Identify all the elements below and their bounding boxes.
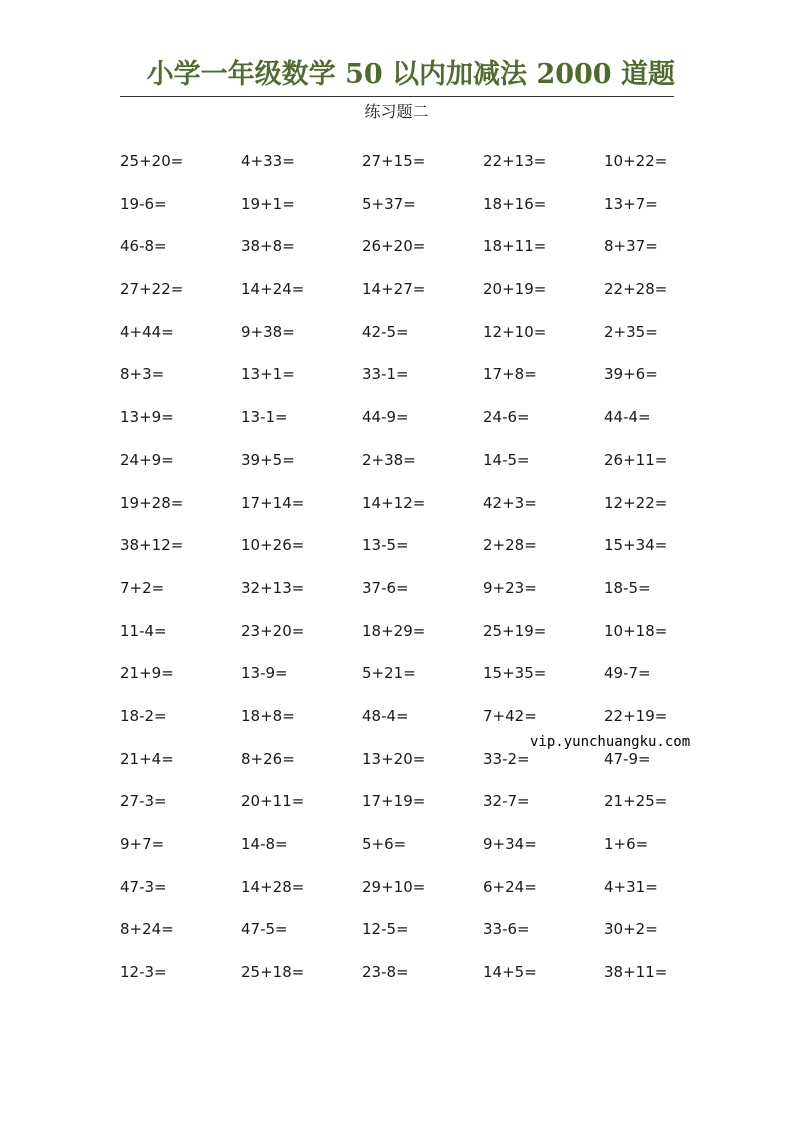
math-problem: 9+38= [241, 322, 295, 341]
math-problem: 32-7= [483, 792, 530, 811]
math-problem: 19-6= [120, 194, 167, 213]
math-problem: 9+23= [483, 578, 537, 597]
math-problem: 38+11= [604, 963, 668, 982]
math-problem: 33-1= [362, 365, 409, 384]
math-problem: 18-5= [604, 578, 651, 597]
math-problem: 39+5= [241, 450, 295, 469]
math-problem: 24+9= [120, 450, 174, 469]
math-problem: 13+20= [362, 749, 426, 768]
math-problem: 27-3= [120, 792, 167, 811]
math-problem: 23+20= [241, 621, 305, 640]
math-problem: 49-7= [604, 664, 651, 683]
math-problem: 21+25= [604, 792, 668, 811]
math-problem: 8+37= [604, 237, 658, 256]
math-problem: 6+24= [483, 877, 537, 896]
math-problem: 21+9= [120, 664, 174, 683]
math-problem: 47-5= [241, 920, 288, 939]
math-problem: 2+35= [604, 322, 658, 341]
math-problem: 17+14= [241, 493, 305, 512]
math-problem: 2+28= [483, 536, 537, 555]
math-problem: 13+9= [120, 408, 174, 427]
math-problem: 13-9= [241, 664, 288, 683]
math-problem: 22+13= [483, 152, 547, 170]
watermark-text: vip.yunchuangku.com [530, 734, 691, 750]
math-problem: 2+38= [362, 450, 416, 469]
math-problem: 10+22= [604, 152, 668, 170]
math-problem: 44-9= [362, 408, 409, 427]
math-problem: 9+34= [483, 835, 537, 853]
math-problem: 4+33= [241, 152, 295, 170]
math-problem: 26+11= [604, 450, 668, 469]
math-problem: 46-8= [120, 237, 167, 256]
math-problem: 42-5= [362, 322, 409, 341]
math-problem: 4+44= [120, 322, 174, 341]
math-problem: 8+26= [241, 749, 295, 768]
math-problem: 18+11= [483, 237, 547, 256]
math-problem: 5+21= [362, 664, 416, 683]
math-problem: 18+8= [241, 706, 295, 725]
math-problem: 26+20= [362, 237, 426, 256]
math-problem: 18-2= [120, 706, 167, 725]
math-problem: 18+29= [362, 621, 426, 640]
math-problem: 19+28= [120, 493, 184, 512]
math-problem: 30+2= [604, 920, 658, 939]
math-problem: 14+28= [241, 877, 305, 896]
math-problem: 13-1= [241, 408, 288, 427]
page-title: 小学一年级数学 50 以内加减法 2000 道题 [146, 59, 675, 90]
math-problem: 14+12= [362, 493, 426, 512]
math-problem: 5+37= [362, 194, 416, 213]
math-problem: 12+22= [604, 493, 668, 512]
math-problem: 24-6= [483, 408, 530, 427]
math-problem: 19+1= [241, 194, 295, 213]
math-problem: 47-3= [120, 877, 167, 896]
math-problem: 13+1= [241, 365, 295, 384]
math-problem: 25+18= [241, 963, 305, 982]
math-problem: 14-8= [241, 835, 288, 853]
math-problem: 12-3= [120, 963, 167, 982]
math-problem: 33-6= [483, 920, 530, 939]
math-problem: 27+15= [362, 152, 426, 170]
math-problem: 1+6= [604, 835, 649, 853]
math-problem: 32+13= [241, 578, 305, 597]
math-problem: 38+8= [241, 237, 295, 256]
math-problem: 29+10= [362, 877, 426, 896]
math-problem: 23-8= [362, 963, 409, 982]
math-problem: 44-4= [604, 408, 651, 427]
math-problem: 25+20= [120, 152, 184, 170]
math-problem: 11-4= [120, 621, 167, 640]
math-problem: 14+27= [362, 280, 426, 299]
math-problem: 27+22= [120, 280, 184, 299]
worksheet-subtitle: 练习题二 [364, 102, 429, 121]
math-problem: 15+34= [604, 536, 668, 555]
math-problem: 22+19= [604, 706, 668, 725]
math-problem: 12+10= [483, 322, 547, 341]
math-problem: 22+28= [604, 280, 668, 299]
math-problem: 13+7= [604, 194, 658, 213]
math-problem: 25+19= [483, 621, 547, 640]
math-problem: 7+42= [483, 706, 537, 725]
math-problem: 14+5= [483, 963, 537, 982]
math-problem: 42+3= [483, 493, 537, 512]
math-problem: 38+12= [120, 536, 184, 555]
math-problem: 39+6= [604, 365, 658, 384]
math-problem: 14+24= [241, 280, 305, 299]
math-problem: 14-5= [483, 450, 530, 469]
math-problem: 20+19= [483, 280, 547, 299]
math-problem: 9+7= [120, 835, 165, 853]
math-problem: 10+26= [241, 536, 305, 555]
math-problem: 8+3= [120, 365, 165, 384]
math-problem: 4+31= [604, 877, 658, 896]
math-problem: 47-9= [604, 749, 651, 768]
math-problem: 48-4= [362, 706, 409, 725]
title-underline [120, 96, 674, 97]
math-problem: 20+11= [241, 792, 305, 811]
math-problem: 21+4= [120, 749, 174, 768]
math-problem: 5+6= [362, 835, 407, 853]
problem-grid [120, 150, 725, 1004]
math-problem: 18+16= [483, 194, 547, 213]
math-problem: 15+35= [483, 664, 547, 683]
math-problem: 8+24= [120, 920, 174, 939]
math-problem: 12-5= [362, 920, 409, 939]
math-problem: 13-5= [362, 536, 409, 555]
math-problem: 10+18= [604, 621, 668, 640]
math-problem: 33-2= [483, 749, 530, 768]
math-problem: 37-6= [362, 578, 409, 597]
math-problem: 17+8= [483, 365, 537, 384]
math-problem: 17+19= [362, 792, 426, 811]
math-problem: 7+2= [120, 578, 165, 597]
